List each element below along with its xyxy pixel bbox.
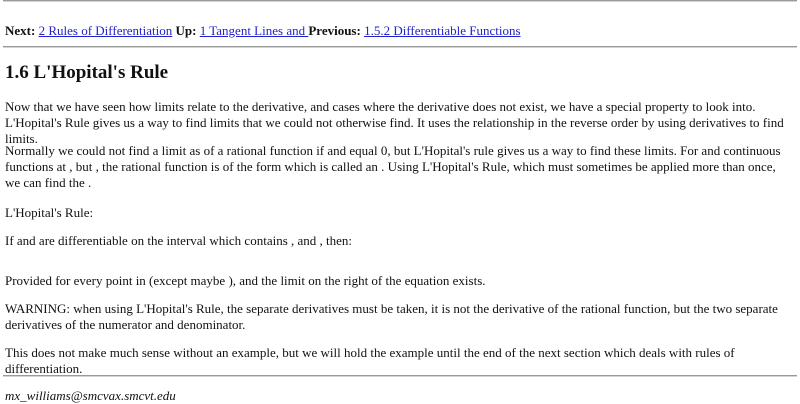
up-link[interactable]: 1 Tangent Lines and [199, 23, 309, 38]
page-title: 1.6 L'Hopital's Rule [5, 62, 169, 83]
navigation-bar [5, 23, 521, 39]
closing-paragraph: This does not make much sense without an example, but we will hold the example until the end of the next section which deals with rules of differentiation. [5, 345, 735, 376]
previous-link[interactable]: 1.5.2 Differentiable Functions [364, 23, 521, 38]
previous-label: Previous: [308, 23, 361, 38]
rule-condition: Provided for every point in (except maybe ), and the limit on the right of the equation exists. [5, 273, 486, 288]
footer-divider [3, 375, 797, 377]
up-label: Up: [175, 23, 197, 38]
next-link[interactable]: 2 Rules of Differentiation [38, 23, 173, 38]
author-email: mx_williams@smcvax.smcvt.edu [5, 388, 176, 403]
warning-paragraph: WARNING: when using L'Hopital's Rule, the separate derivatives must be taken, it is not the derivative of the rational function, but the two separate derivatives of the numerator and denominator. [5, 301, 778, 332]
navigation-divider [3, 46, 797, 48]
rule-heading: L'Hopital's Rule: [5, 205, 94, 220]
rule-statement: If and are differentiable on the interval which contains , and , then: [5, 233, 353, 248]
top-divider [3, 0, 797, 2]
next-label: Next: [5, 23, 36, 38]
intro-paragraph: Now that we have seen how limits relate to the derivative, and cases where the derivative does not exist, we have a special property to look into. L'Hopital's Rule gives us a way to find limits that we could not otherwise find. It uses the relationship in the reverse order by using derivatives to find limits. [5, 99, 784, 146]
indeterminate-form-paragraph: Normally we could not find a limit as of a rational function if and equal 0, but L'Hopital's rule gives us a way to find these limits. For and continuous functions at , but , the rational function is of the form which is called an . Using L'Hopital's Rule, which must sometimes be applied more than once, we can find the . [5, 143, 781, 190]
